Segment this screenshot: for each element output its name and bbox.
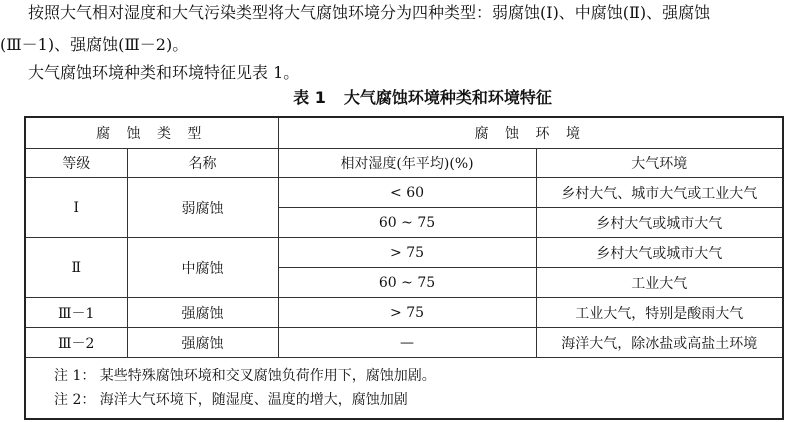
cell-atmosphere: 工业大气，特别是酸雨大气 (536, 298, 783, 328)
cell-atmosphere: 海洋大气，除冰盐或高盐土环境 (536, 328, 783, 358)
cell-humidity: > 75 (278, 298, 536, 328)
cell-grade: Ⅰ (25, 178, 127, 238)
cell-grade: Ⅲ－2 (25, 328, 127, 358)
table-notes (25, 358, 783, 420)
corrosion-environment-table (24, 116, 784, 420)
cell-atmosphere: 乡村大气或城市大气 (536, 208, 783, 238)
header-atmosphere: 大气环境 (536, 149, 783, 178)
table-row (25, 328, 783, 358)
cell-humidity: 60 ~ 75 (278, 208, 536, 238)
cell-humidity: < 60 (278, 178, 536, 208)
paragraph-line-3: 大气腐蚀环境种类和环境特征见表 1。 (28, 63, 300, 82)
header-corrosion-environment: 腐 蚀 环 境 (278, 117, 783, 149)
header-grade: 等级 (25, 149, 127, 178)
table-row (25, 178, 783, 208)
cell-name: 弱腐蚀 (127, 178, 278, 238)
table-row (25, 298, 783, 328)
cell-atmosphere: 乡村大气或城市大气 (536, 238, 783, 268)
note-2: 注 2： 海洋大气环境下，随湿度、温度的增大，腐蚀加剧 (54, 392, 408, 408)
header-humidity: 相对湿度(年平均)(%) (278, 149, 536, 178)
paragraph-line-2: (Ⅲ－1)、强腐蚀(Ⅲ－2)。 (0, 35, 189, 54)
cell-atmosphere: 乡村大气、城市大气或工业大气 (536, 178, 783, 208)
cell-humidity: — (278, 328, 536, 358)
cell-grade: Ⅱ (25, 238, 127, 298)
table-title (0, 88, 805, 108)
cell-humidity: > 75 (278, 238, 536, 268)
table-title-number: 表 1 (293, 88, 326, 107)
cell-humidity: 60 ~ 75 (278, 268, 536, 298)
cell-name: 强腐蚀 (127, 328, 278, 358)
table-title-text: 大气腐蚀环境种类和环境特征 (343, 88, 552, 107)
cell-name: 强腐蚀 (127, 298, 278, 328)
header-corrosion-type: 腐 蚀 类 型 (25, 117, 278, 149)
cell-name: 中腐蚀 (127, 238, 278, 298)
paragraph-line-1: 按照大气相对湿度和大气污染类型将大气腐蚀环境分为四种类型：弱腐蚀(Ⅰ)、中腐蚀(Ⅱ)、强腐蚀 (28, 3, 711, 22)
cell-grade: Ⅲ－1 (25, 298, 127, 328)
header-name: 名称 (127, 149, 278, 178)
note-1: 注 1： 某些特殊腐蚀环境和交叉腐蚀负荷作用下，腐蚀加剧。 (54, 368, 436, 384)
cell-atmosphere: 工业大气 (536, 268, 783, 298)
table-row (25, 238, 783, 268)
